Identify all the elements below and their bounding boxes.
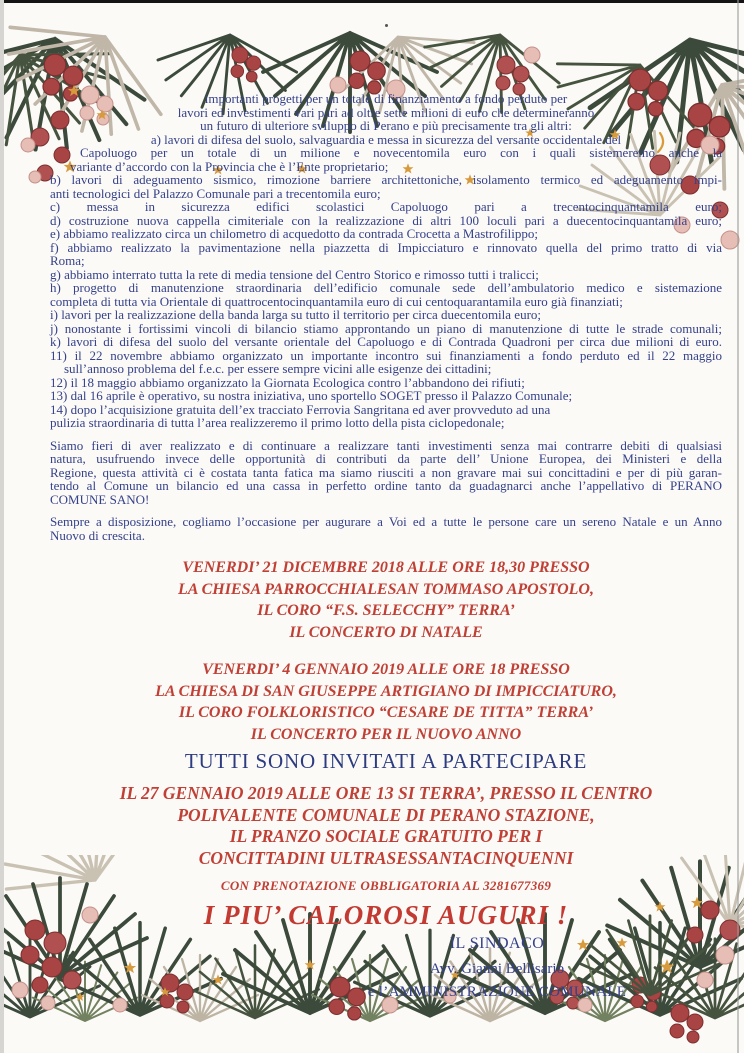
event-2-line: LA CHIESA DI SAN GIUSEPPE ARTIGIANO DI IMPICCIATURO, xyxy=(155,682,617,700)
scan-edge-left xyxy=(0,0,4,1053)
body-line: 14) dopo l’acquisizione gratuita dell’ex tracciato Ferrovia Sangritana ed aver provveduto ad una xyxy=(50,401,551,417)
body-line: importanti progetti per un totale di finanziamento a fondo perduto per xyxy=(204,91,568,106)
body-line: un futuro di ulteriore sviluppo di Perano e più precisamente tra gli altri: xyxy=(200,118,572,133)
body-line: lavori ed investimenti vari pari ad oltre sette milioni di euro che determineranno xyxy=(177,104,595,120)
booking-note: CON PRENOTAZIONE OBBLIGATORIA AL 3281677369 xyxy=(220,878,552,893)
closing-line: Siamo fieri di aver realizzato e di continuare a realizzare tanti investimenti senza mai contrarre debiti di qualsiasi xyxy=(50,437,722,453)
event-3-line: POLIVALENTE COMUNALE DI PERANO STAZIONE, xyxy=(177,804,595,825)
scan-speck xyxy=(385,24,388,27)
event-3-announcement xyxy=(50,783,722,869)
event-1-line: VENERDI’ 21 DICEMBRE 2018 ALLE ORE 18,30 PRESSO xyxy=(182,559,590,576)
body-line: f) abbiamo realizzato la pavimentazione nella piazzetta di Impicciaturo e rinnovato quella del primo tratto di via xyxy=(50,239,722,255)
body-line: k) lavori di difesa del suolo del versante orientale del Capoluogo e di Contrada Quadroni per circa due milioni di euro. xyxy=(50,334,722,349)
body-line: i) lavori per la realizzazione della banda larga su tutto il territorio per circa duecentomila euro; xyxy=(50,307,542,322)
event-3-line: IL PRANZO SOCIALE GRATUITO PER I xyxy=(229,826,543,846)
scan-edge-top xyxy=(0,0,744,3)
closing-line: Nuovo di crescita. xyxy=(50,527,145,543)
body-line: d) costruzione nuova cappella cimiteriale con la realizzazione di altri 100 loculi pari a duecentocinquantamila euro; xyxy=(50,212,722,228)
signature-block xyxy=(342,934,652,1001)
event-3-line: CONCITTADINI ULTRASESSANTACINQUENNI xyxy=(198,847,574,868)
body-line: c) messa in sicurezza edifici scolastici Capoluogo pari a trecentocinquantamila euro; xyxy=(50,199,722,214)
invitation-heading: TUTTI SONO INVITATI A PARTECIPARE xyxy=(184,749,588,773)
closing-line: natura, usufruendo invece delle opportunità di contributi da parte dell’ Unione Europea, dei Ministeri e della xyxy=(50,451,722,466)
event-1-line: IL CORO “F.S. SELECCHY” TERRA’ xyxy=(257,602,515,619)
body-line: j) nonostante i fortissimi vincoli di bilancio stiamo approntando un piano di manutenzione di tutte le strade comunali; xyxy=(50,320,722,336)
body-line: 13) dal 16 aprile è operativo, su nostra iniziativa, uno sportello SOGET presso il Palazzo Comunale; xyxy=(50,388,573,403)
body-line: variante d’accordo con la Provincia che è l’Ente proprietario; xyxy=(70,158,389,174)
body-line: completa di tutta via Orientale di quattrocentocinquantamila euro di cui centoquarantamila euro già finanziati; xyxy=(50,293,623,309)
closing-line: Sempre a disposizione, cogliamo l’occasione per augurare a Voi ed a tutte le persone care un sereno Natale e un Anno xyxy=(50,514,722,529)
event-1-line: IL CONCERTO DI NATALE xyxy=(289,623,483,641)
event-2-line: VENERDI’ 4 GENNAIO 2019 ALLE ORE 18 PRESSO xyxy=(202,661,570,678)
event-2-line: IL CORO FOLKLORISTICO “CESARE DE TITTA” TERRA’ xyxy=(178,704,594,721)
event-3-line: IL 27 GENNAIO 2019 ALLE ORE 13 SI TERRA’, PRESSO IL CENTRO xyxy=(119,783,653,803)
greetings-heading: I PIU’ CALOROSI AUGURI ! xyxy=(203,900,569,930)
body-line: Roma; xyxy=(50,253,85,268)
body-line: sull’annoso problema del f.e.c. per essere sempre vicini alle esigenze dei cittadini; xyxy=(64,361,492,376)
body-line: e) abbiamo realizzato circa un chilometro di acquedotto da contrada Crocetta a Mastrofilippo; xyxy=(50,226,539,241)
event-1-line: LA CHIESA PARROCCHIALESAN TOMMASO APOSTOLO, xyxy=(178,580,594,598)
closing-line: tendo al Comune un bilancio ed una cassa in perfetto ordine tanto da guadagnarci anche l’appellativo di PERANO xyxy=(50,478,722,493)
body-line: 11) il 22 novembre abbiamo organizzato un importante incontro sui finanziamenti a fondo perduto ed il 22 maggio xyxy=(50,347,722,363)
event-1-announcement xyxy=(50,557,722,643)
scan-edge-right xyxy=(737,0,739,1053)
body-line: 12) il 18 maggio abbiamo organizzato la Giornata Ecologica contro l’abbandono dei rifiuti; xyxy=(50,374,525,390)
closing-line: Regione, questa attività ci è costata tanta fatica ma siamo riusciti a non gravare mai sui concittadini e per di più garan- xyxy=(50,464,722,480)
body-line: b) lavori di adeguamento sismico, rimozione barriere architettoniche, isolamento termico ed adeguamento impi- xyxy=(50,172,722,187)
body-line: anti tecnologici del Palazzo Comunale pari a trecentomila euro; xyxy=(50,185,381,201)
closing-line: COMUNE SANO! xyxy=(50,491,150,507)
signature-org: e l’AMMINISTRAZIONE COMUNALE xyxy=(367,984,627,1000)
body-line: g) abbiamo interrato tutta la rete di media tensione del Centro Storico e rimosso tutti i tralicci; xyxy=(50,266,539,282)
letter-body xyxy=(50,92,722,1001)
signature-name: Avv. Gianni Bellisario xyxy=(429,961,565,977)
body-line: Capoluogo per un totale di un milione e novecentomila euro con i quali sistemeremo anche la xyxy=(80,145,722,160)
event-2-announcement xyxy=(50,659,722,745)
body-line: a) lavori di difesa del suolo, salvaguardia e messa in sicurezza del versante occidentale del xyxy=(150,131,622,147)
event-2-line: IL CONCERTO PER IL NUOVO ANNO xyxy=(250,725,522,743)
body-line: h) progetto di manutenzione straordinaria dell’edificio comunale sede dell’ambulatorio medico e sistemazione xyxy=(50,280,722,295)
body-line: pulizia straordinaria di tutta l’area realizzeremo il primo lotto della pista ciclopedonale; xyxy=(50,415,505,430)
signature-role: IL SINDACO xyxy=(449,935,545,952)
